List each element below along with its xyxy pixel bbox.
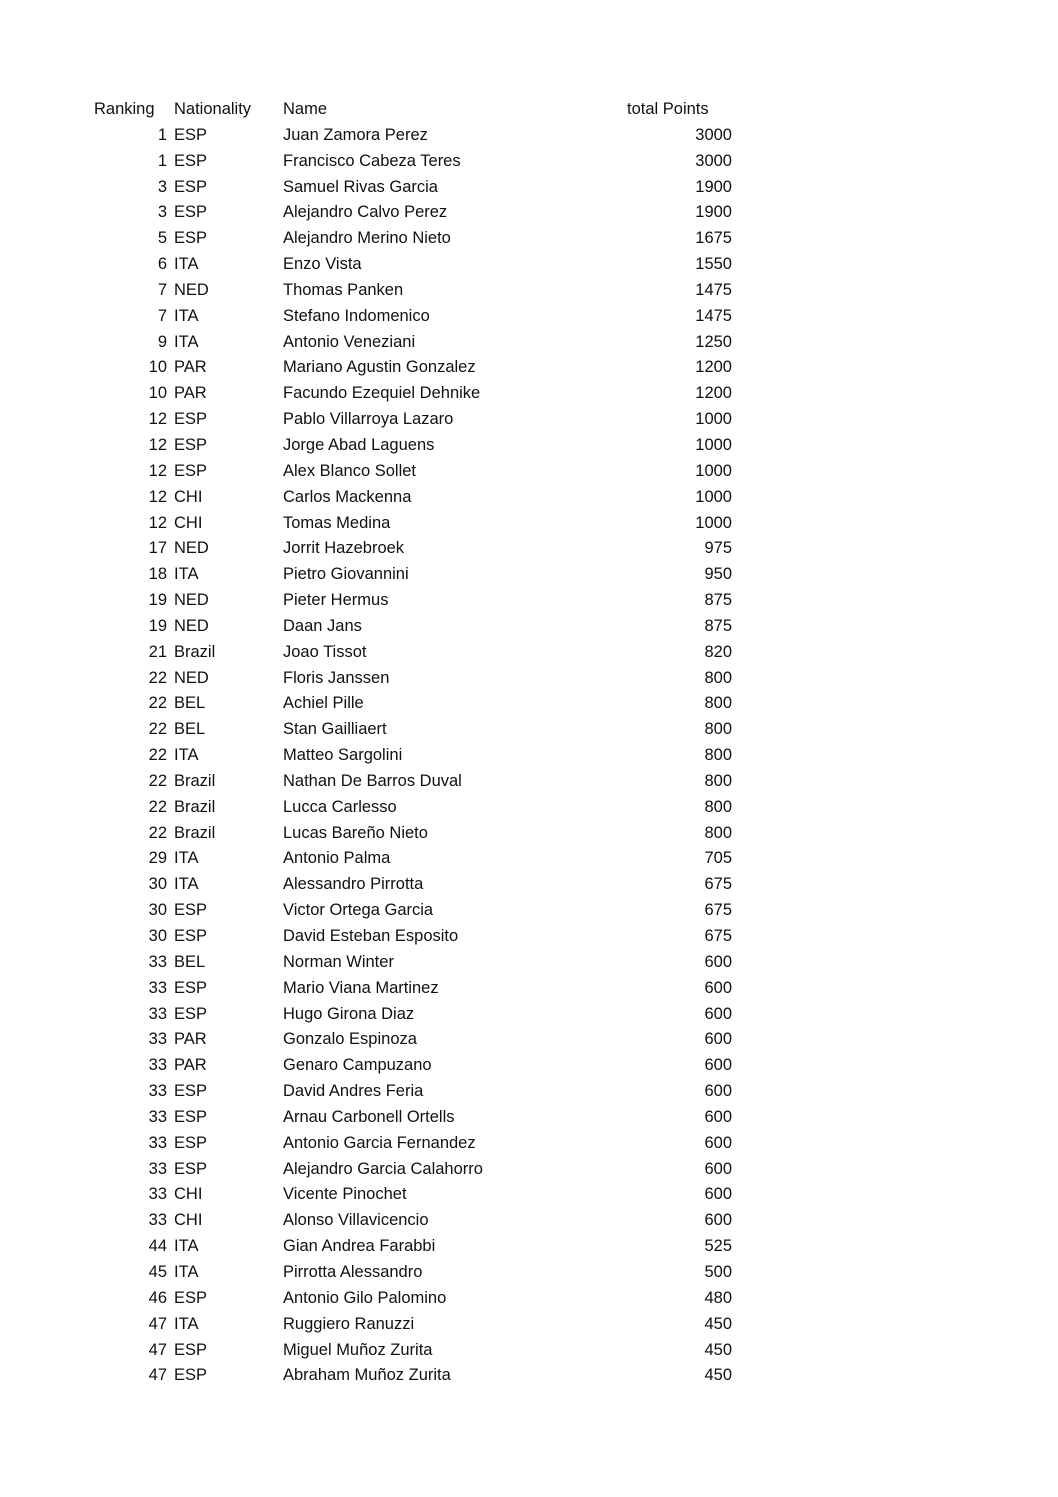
name-cell: Carlos Mackenna	[283, 487, 412, 506]
table-row	[0, 1105, 1058, 1131]
points-cell: 1475	[695, 280, 732, 299]
table-row	[0, 252, 1058, 278]
rank-cell: 33	[148, 1185, 167, 1204]
rank-cell: 46	[148, 1288, 167, 1307]
nationality-cell: ITA	[174, 746, 199, 765]
rank-cell: 7	[157, 280, 167, 299]
name-cell: Mario Viana Martinez	[283, 978, 439, 997]
table-row	[0, 407, 1058, 433]
nationality-cell: ESP	[174, 1288, 208, 1307]
rank-cell: 10	[148, 358, 167, 377]
nationality-cell: Brazil	[174, 642, 216, 661]
name-cell: Lucca Carlesso	[283, 797, 397, 816]
table-row	[0, 1079, 1058, 1105]
rank-cell: 1	[157, 151, 167, 170]
rank-cell: 22	[148, 720, 167, 739]
table-row	[0, 1157, 1058, 1183]
points-cell: 800	[704, 823, 732, 842]
points-cell: 1900	[695, 203, 732, 222]
name-cell: Achiel Pille	[283, 694, 364, 713]
table-row	[0, 1208, 1058, 1234]
name-cell: Alessandro Pirrotta	[283, 875, 424, 894]
name-cell: David Andres Feria	[283, 1082, 424, 1101]
nationality-cell: ESP	[174, 461, 208, 480]
points-cell: 480	[704, 1288, 732, 1307]
name-cell: Genaro Campuzano	[283, 1056, 432, 1075]
rank-cell: 33	[148, 1107, 167, 1126]
rank-cell: 5	[157, 229, 167, 248]
nationality-cell: ESP	[174, 435, 208, 454]
nationality-cell: PAR	[174, 1030, 207, 1049]
name-cell: Antonio Gilo Palomino	[283, 1288, 447, 1307]
table-row	[0, 123, 1058, 149]
rank-cell: 3	[157, 203, 167, 222]
name-cell: Stefano Indomenico	[283, 306, 430, 325]
table-row	[0, 640, 1058, 666]
rank-cell: 30	[148, 901, 167, 920]
name-cell: Alex Blanco Sollet	[283, 461, 416, 480]
table-row	[0, 1027, 1058, 1053]
nationality-cell: CHI	[174, 513, 203, 532]
points-cell: 450	[704, 1366, 732, 1385]
name-cell: Jorge Abad Laguens	[283, 435, 435, 454]
name-cell: Facundo Ezequiel Dehnike	[283, 384, 481, 403]
nationality-cell: ESP	[174, 229, 208, 248]
nationality-cell: ESP	[174, 978, 208, 997]
rank-cell: 9	[157, 332, 167, 351]
rank-cell: 17	[148, 539, 167, 558]
rank-cell: 3	[157, 177, 167, 196]
points-cell: 600	[704, 1030, 732, 1049]
points-cell: 1000	[695, 461, 732, 480]
rank-cell: 30	[148, 927, 167, 945]
points-cell: 450	[704, 1340, 732, 1359]
table-row	[0, 717, 1058, 743]
name-cell: Gian Andrea Farabbi	[283, 1237, 436, 1256]
points-cell: 3000	[695, 125, 732, 144]
nationality-cell: BEL	[174, 694, 206, 713]
points-cell: 500	[704, 1262, 732, 1281]
nationality-cell: NED	[174, 616, 209, 635]
rank-cell: 47	[148, 1366, 167, 1385]
points-cell: 800	[704, 771, 732, 790]
table-row	[0, 459, 1058, 485]
points-cell: 1000	[695, 513, 732, 532]
name-cell: Francisco Cabeza Teres	[283, 151, 461, 170]
rank-cell: 21	[148, 642, 167, 661]
nationality-cell: ESP	[174, 125, 208, 144]
header-row	[0, 97, 1058, 123]
nationality-cell: Brazil	[174, 771, 216, 790]
name-cell: Antonio Garcia Fernandez	[283, 1133, 476, 1152]
rank-cell: 12	[148, 410, 167, 429]
points-cell: 1000	[695, 487, 732, 506]
table-row	[0, 1363, 1058, 1389]
points-cell: 705	[704, 849, 732, 868]
rank-cell: 12	[148, 435, 167, 454]
nationality-cell: Brazil	[174, 823, 216, 842]
name-cell: Alejandro Merino Nieto	[283, 229, 451, 248]
ranking-table	[0, 97, 1058, 1389]
points-cell: 1200	[695, 384, 732, 403]
rank-cell: 22	[148, 797, 167, 816]
nationality-cell: CHI	[174, 1185, 203, 1204]
points-cell: 1475	[695, 306, 732, 325]
name-cell: Ruggiero Ranuzzi	[283, 1314, 415, 1333]
nationality-cell: ESP	[174, 1133, 208, 1152]
name-cell: Alejandro Calvo Perez	[283, 203, 448, 222]
name-cell: Floris Janssen	[283, 668, 390, 687]
nationality-cell: CHI	[174, 487, 203, 506]
rank-cell: 22	[148, 694, 167, 713]
name-cell: Matteo Sargolini	[283, 746, 403, 765]
rank-cell: 22	[148, 771, 167, 790]
nationality-cell: BEL	[174, 720, 206, 739]
table-row	[0, 149, 1058, 175]
nationality-cell: ESP	[174, 1366, 208, 1385]
rank-cell: 22	[148, 668, 167, 687]
rank-cell: 6	[157, 255, 167, 274]
points-cell: 600	[704, 1004, 732, 1023]
nationality-cell: CHI	[174, 1211, 203, 1230]
nationality-cell: ESP	[174, 927, 208, 945]
table-row	[0, 511, 1058, 537]
nationality-cell: ESP	[174, 177, 208, 196]
rank-cell: 29	[148, 849, 167, 868]
points-cell: 450	[704, 1314, 732, 1333]
rank-cell: 33	[148, 1030, 167, 1049]
table-row	[0, 304, 1058, 330]
points-cell: 800	[704, 668, 732, 687]
nationality-cell: NED	[174, 539, 209, 558]
rank-cell: 22	[148, 823, 167, 842]
table-row	[0, 872, 1058, 898]
nationality-cell: NED	[174, 591, 209, 610]
name-cell: Pieter Hermus	[283, 591, 389, 610]
table-row	[0, 485, 1058, 511]
name-cell: Samuel Rivas Garcia	[283, 177, 438, 196]
rank-cell: 30	[148, 875, 167, 894]
nationality-cell: ESP	[174, 1004, 208, 1023]
points-cell: 1675	[695, 229, 732, 248]
name-cell: Pirrotta Alessandro	[283, 1262, 423, 1281]
table-row	[0, 536, 1058, 562]
name-cell: Daan Jans	[283, 616, 362, 635]
name-cell: Hugo Girona Diaz	[283, 1004, 415, 1023]
nationality-cell: PAR	[174, 358, 207, 377]
nationality-cell: ESP	[174, 1107, 208, 1126]
points-cell: 820	[704, 642, 732, 661]
nationality-cell: ITA	[174, 1314, 199, 1333]
points-cell: 600	[704, 952, 732, 971]
points-cell: 600	[704, 1107, 732, 1126]
table-row	[0, 614, 1058, 640]
table-row	[0, 588, 1058, 614]
table-row	[0, 795, 1058, 821]
points-cell: 600	[704, 1056, 732, 1075]
rank-cell: 10	[148, 384, 167, 403]
nationality-cell: ITA	[174, 255, 199, 274]
rank-cell: 47	[148, 1340, 167, 1359]
table-row	[0, 1260, 1058, 1286]
table-row	[0, 846, 1058, 872]
table-row	[0, 1338, 1058, 1364]
nationality-cell: Brazil	[174, 797, 216, 816]
header-total-points: total Points	[627, 100, 709, 118]
nationality-cell: ITA	[174, 1237, 199, 1256]
points-cell: 800	[704, 720, 732, 739]
table-row	[0, 433, 1058, 459]
points-cell: 600	[704, 1185, 732, 1204]
table-row	[0, 769, 1058, 795]
nationality-cell: ESP	[174, 901, 208, 920]
points-cell: 675	[704, 927, 732, 945]
points-cell: 875	[704, 616, 732, 635]
table-row	[0, 924, 1058, 950]
table-row	[0, 1286, 1058, 1312]
nationality-cell: NED	[174, 668, 209, 687]
table-row	[0, 278, 1058, 304]
rank-cell: 33	[148, 1082, 167, 1101]
rank-cell: 33	[148, 1133, 167, 1152]
points-cell: 600	[704, 1211, 732, 1230]
name-cell: Victor Ortega Garcia	[283, 901, 434, 920]
table-row	[0, 976, 1058, 1002]
name-cell: Abraham Muñoz Zurita	[283, 1366, 451, 1385]
points-cell: 950	[704, 565, 732, 584]
table-body	[0, 123, 1058, 1389]
rank-cell: 18	[148, 565, 167, 584]
name-cell: Nathan De Barros Duval	[283, 771, 462, 790]
nationality-cell: ESP	[174, 410, 208, 429]
points-cell: 975	[704, 539, 732, 558]
table-row	[0, 1234, 1058, 1260]
name-cell: Antonio Veneziani	[283, 332, 416, 351]
rank-cell: 33	[148, 1159, 167, 1178]
name-cell: Vicente Pinochet	[283, 1185, 407, 1204]
table-row	[0, 355, 1058, 381]
points-cell: 675	[704, 901, 732, 920]
nationality-cell: ESP	[174, 1159, 208, 1178]
name-cell: Jorrit Hazebroek	[283, 539, 405, 558]
table-row	[0, 691, 1058, 717]
table-row	[0, 950, 1058, 976]
name-cell: Lucas Bareño Nieto	[283, 823, 428, 842]
table-row	[0, 1002, 1058, 1028]
points-cell: 1550	[695, 255, 732, 274]
name-cell: Joao Tissot	[283, 642, 367, 661]
rank-cell: 7	[157, 306, 167, 325]
table-row	[0, 1312, 1058, 1338]
name-cell: David Esteban Esposito	[283, 927, 459, 945]
nationality-cell: NED	[174, 280, 209, 299]
points-cell: 600	[704, 1082, 732, 1101]
table-row	[0, 1131, 1058, 1157]
name-cell: Antonio Palma	[283, 849, 391, 868]
nationality-cell: ESP	[174, 1082, 208, 1101]
name-cell: Arnau Carbonell Ortells	[283, 1107, 455, 1126]
table-row	[0, 666, 1058, 692]
points-cell: 1200	[695, 358, 732, 377]
table-row	[0, 1053, 1058, 1079]
table-row	[0, 743, 1058, 769]
nationality-cell: ITA	[174, 332, 199, 351]
rank-cell: 1	[157, 125, 167, 144]
points-cell: 1000	[695, 435, 732, 454]
name-cell: Alejandro Garcia Calahorro	[283, 1159, 483, 1178]
points-cell: 1000	[695, 410, 732, 429]
name-cell: Alonso Villavicencio	[283, 1211, 429, 1230]
name-cell: Miguel Muñoz Zurita	[283, 1340, 433, 1359]
name-cell: Tomas Medina	[283, 513, 391, 532]
table-row	[0, 226, 1058, 252]
nationality-cell: ITA	[174, 875, 199, 894]
rank-cell: 22	[148, 746, 167, 765]
rank-cell: 45	[148, 1262, 167, 1281]
header-ranking: Ranking	[94, 100, 155, 118]
header-nationality: Nationality	[174, 100, 252, 118]
rank-cell: 33	[148, 978, 167, 997]
table-row	[0, 200, 1058, 226]
points-cell: 600	[704, 978, 732, 997]
rank-cell: 47	[148, 1314, 167, 1333]
points-cell: 3000	[695, 151, 732, 170]
points-cell: 525	[704, 1237, 732, 1256]
table-row	[0, 821, 1058, 847]
points-cell: 800	[704, 694, 732, 713]
nationality-cell: PAR	[174, 1056, 207, 1075]
points-cell: 875	[704, 591, 732, 610]
rank-cell: 33	[148, 1056, 167, 1075]
name-cell: Pietro Giovannini	[283, 565, 409, 584]
points-cell: 800	[704, 746, 732, 765]
nationality-cell: ITA	[174, 1262, 199, 1281]
points-cell: 1900	[695, 177, 732, 196]
name-cell: Mariano Agustin Gonzalez	[283, 358, 476, 377]
name-cell: Enzo Vista	[283, 255, 362, 274]
nationality-cell: ITA	[174, 849, 199, 868]
table-row	[0, 1182, 1058, 1208]
name-cell: Gonzalo Espinoza	[283, 1030, 417, 1049]
table-row	[0, 175, 1058, 201]
name-cell: Thomas Panken	[283, 280, 404, 299]
table-row	[0, 562, 1058, 588]
table-row	[0, 381, 1058, 407]
rank-cell: 12	[148, 487, 167, 506]
rank-cell: 33	[148, 1211, 167, 1230]
nationality-cell: BEL	[174, 952, 206, 971]
name-cell: Stan Gailliaert	[283, 720, 387, 739]
points-cell: 600	[704, 1159, 732, 1178]
rank-cell: 33	[148, 1004, 167, 1023]
points-cell: 800	[704, 797, 732, 816]
rank-cell: 44	[148, 1237, 167, 1256]
nationality-cell: ESP	[174, 1340, 208, 1359]
points-cell: 1250	[695, 332, 732, 351]
nationality-cell: ESP	[174, 151, 208, 170]
name-cell: Pablo Villarroya Lazaro	[283, 410, 454, 429]
name-cell: Norman Winter	[283, 952, 394, 971]
nationality-cell: ESP	[174, 203, 208, 222]
rank-cell: 33	[148, 952, 167, 971]
rank-cell: 19	[148, 616, 167, 635]
header-name: Name	[283, 100, 328, 118]
table-row	[0, 330, 1058, 356]
points-cell: 600	[704, 1133, 732, 1152]
nationality-cell: ITA	[174, 565, 199, 584]
nationality-cell: ITA	[174, 306, 199, 325]
points-cell: 675	[704, 875, 732, 894]
name-cell: Juan Zamora Perez	[283, 125, 428, 144]
rank-cell: 12	[148, 513, 167, 532]
rank-cell: 12	[148, 461, 167, 480]
rank-cell: 19	[148, 591, 167, 610]
table-row	[0, 898, 1058, 924]
nationality-cell: PAR	[174, 384, 207, 403]
